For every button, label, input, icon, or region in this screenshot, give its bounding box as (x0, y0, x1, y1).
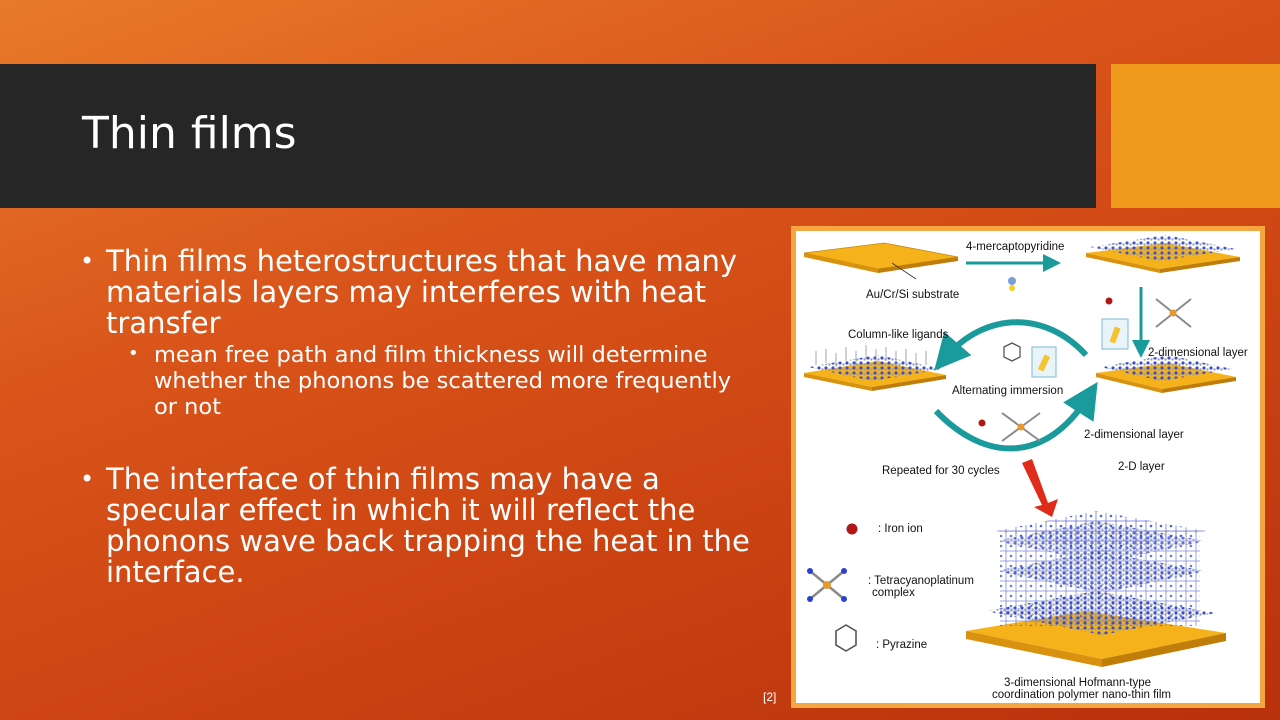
bullet-glyph: • (80, 465, 95, 493)
bullet-item (80, 246, 760, 339)
bullet-text: The interface of thin films may have a specular effect in which it will reflect the phonons wave back trapping the heat in the interface. (106, 462, 750, 589)
legend-iron: : Iron ion (878, 523, 923, 535)
bullet-glyph: • (80, 247, 95, 275)
label-reagent: 4-mercaptopyridine (966, 241, 1065, 253)
label-final-line1: 3-dimensional Hofmann-type (1004, 677, 1152, 689)
substrate-plate (804, 243, 958, 269)
cycle-arrow-bottom (936, 397, 1088, 448)
label-layer-right-top: 2-dimensional layer (1148, 347, 1248, 359)
label-column-ligands: Column-like ligands (848, 329, 949, 341)
legend-iron-icon (847, 524, 858, 535)
legend-tcp-icon (807, 568, 847, 602)
bullet-list (80, 246, 760, 588)
legend-pyrazine: : Pyrazine (876, 639, 928, 651)
label-final-line2: coordination polymer nano-thin film (992, 689, 1171, 701)
legend-pyrazine-icon (836, 625, 856, 651)
label-substrate: Au/Cr/Si substrate (866, 289, 960, 301)
figure-frame (791, 226, 1265, 708)
citation: [2] (763, 690, 777, 704)
slide-title: Thin films (82, 108, 297, 159)
3d-lattice (986, 511, 1216, 635)
label-layer-2d: 2-D layer (1118, 461, 1165, 473)
label-repeated: Repeated for 30 cycles (882, 465, 1000, 477)
cycle-arrow-top (946, 322, 1086, 357)
schematic-figure (796, 231, 1260, 703)
accent-box (1111, 64, 1280, 208)
bullet-text: Thin films heterostructures that have many materials layers may interferes with heat transfer (106, 244, 738, 340)
legend-tcp-line2: complex (872, 587, 915, 599)
red-arrow (1022, 459, 1058, 517)
sub-bullet-glyph: • (128, 343, 139, 364)
legend-tcp-line1: : Tetracyanoplatinum (868, 575, 974, 587)
label-layer-right-bottom: 2-dimensional layer (1084, 429, 1184, 441)
bullet-item (80, 464, 760, 588)
sub-bullet-text: mean free path and film thickness will determine whether the phonons be scattered more frequently or not (154, 342, 732, 420)
label-alternating: Alternating immersion (952, 385, 1064, 397)
sub-bullet-item (80, 342, 760, 420)
schematic-drawing (796, 231, 1260, 703)
